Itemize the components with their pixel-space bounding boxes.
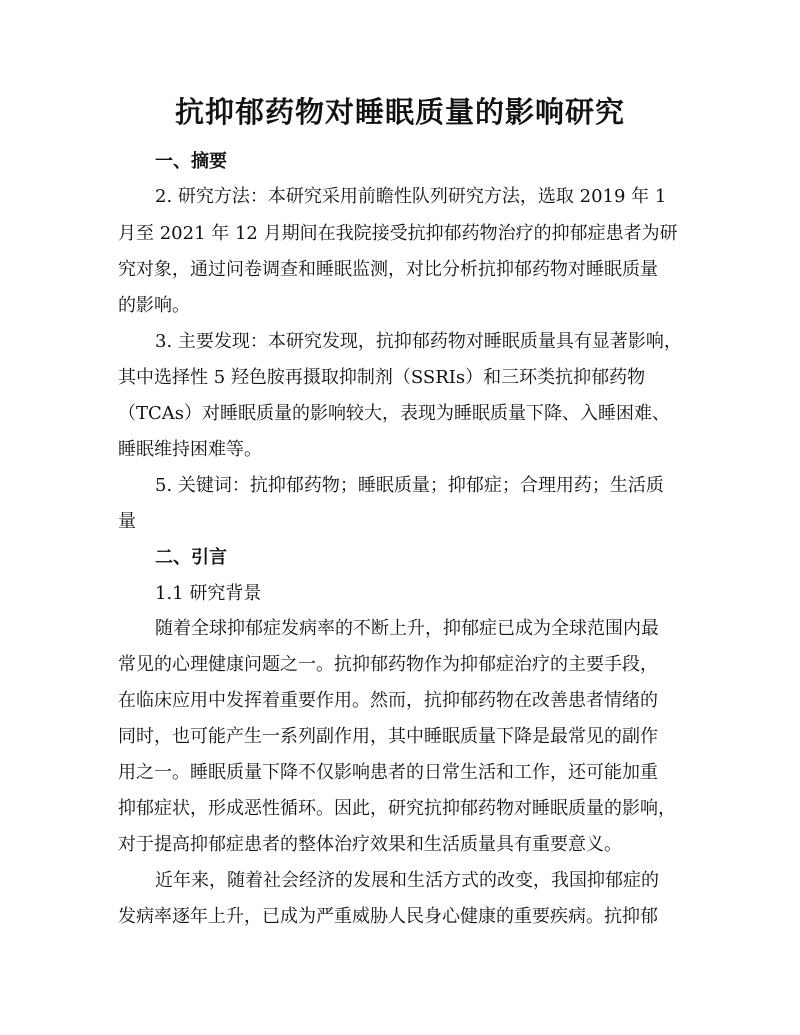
page-title: 抗抑郁药物对睡眠质量的影响研究 [174,95,625,129]
paragraph-line: 随着全球抑郁症发病率的不断上升，抑郁症已成为全球范围内最 [155,618,659,639]
paragraph-line: 同时，也可能产生一系列副作用，其中睡眠质量下降是最常见的副作 [118,726,658,747]
section-heading-intro: 二、引言 [155,547,227,568]
methods-line: 月至 2021 年 12 月期间在我院接受抗抑郁药物治疗的抑郁症患者为研 [118,223,678,244]
keywords-line: 量 [118,511,136,532]
paragraph-line: 抑郁症状，形成恶性循环。因此，研究抗抑郁药物对睡眠质量的影响， [118,798,676,819]
paragraph-line: 常见的心理健康问题之一。抗抑郁药物作为抑郁症治疗的主要手段， [118,654,658,675]
findings-line: 其中选择性 5 羟色胺再摄取抑制剂（SSRIs）和三环类抗抑郁药物 [118,367,646,388]
methods-line: 的影响。 [118,295,190,316]
findings-line: 睡眠维持困难等。 [118,439,262,460]
methods-line: 2. 研究方法：本研究采用前瞻性队列研究方法，选取 2019 年 1 [155,186,667,207]
methods-line: 究对象，通过问卷调查和睡眠监测，对比分析抗抑郁药物对睡眠质量 [118,259,658,280]
subsection-heading-background: 1.1 研究背景 [155,583,262,604]
keywords-line: 5. 关键词：抗抑郁药物；睡眠质量；抑郁症；合理用药；生活质 [155,475,664,496]
paragraph-line: 用之一。睡眠质量下降不仅影响患者的日常生活和工作，还可能加重 [118,762,658,783]
paragraph-line: 近年来，随着社会经济的发展和生活方式的改变，我国抑郁症的 [155,870,659,891]
findings-line: （TCAs）对睡眠质量的影响较大，表现为睡眠质量下降、入睡困难、 [118,403,671,424]
section-heading-abstract: 一、摘要 [155,151,227,172]
findings-line: 3. 主要发现：本研究发现，抗抑郁药物对睡眠质量具有显著影响， [155,331,682,352]
paragraph-line: 发病率逐年上升，已成为严重威胁人民身心健康的重要疾病。抗抑郁 [118,906,658,927]
paragraph-line: 在临床应用中发挥着重要作用。然而，抗抑郁药物在改善患者情绪的 [118,690,658,711]
paragraph-line: 对于提高抑郁症患者的整体治疗效果和生活质量具有重要意义。 [118,834,622,855]
